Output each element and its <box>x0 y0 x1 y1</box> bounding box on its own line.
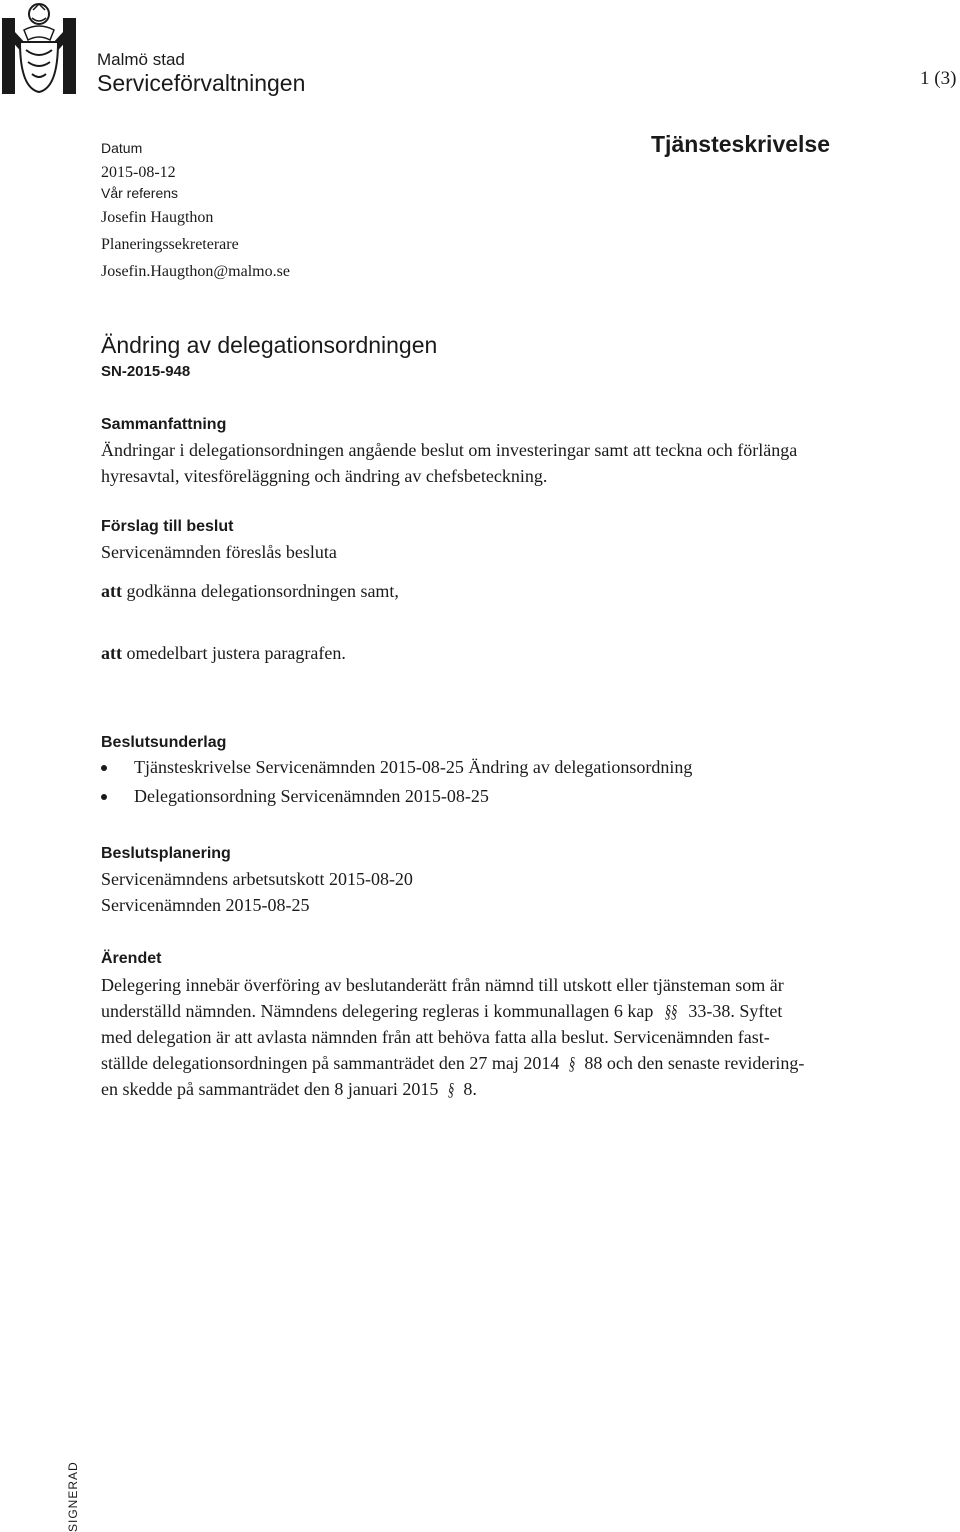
reference-email: Josefin.Haugthon@malmo.se <box>101 263 290 280</box>
proposal-heading: Förslag till beslut <box>101 518 234 535</box>
basis-heading: Beslutsunderlag <box>101 734 227 751</box>
planning-text <box>101 866 951 918</box>
matter-line-5-start: en skedde på sammanträdet den 8 januari 2015 <box>101 1079 439 1099</box>
bullet-icon <box>101 794 107 800</box>
proposal-item-2 <box>101 640 951 666</box>
matter-line-3: med delegation är att avlasta nämnden från att behöva fatta alla beslut. Servicenämnden fast- <box>101 1027 770 1047</box>
paragraph-symbol: §§ <box>664 1001 678 1021</box>
matter-line-4 <box>101 1050 951 1076</box>
proposal-item-1-text: godkänna delegationsordningen samt, <box>126 581 399 601</box>
att-keyword: att <box>101 581 122 601</box>
paragraph-symbol: § <box>568 1053 576 1073</box>
reference-name: Josefin Haugthon <box>101 209 214 226</box>
matter-line-2 <box>101 998 951 1024</box>
malmo-coat-of-arms-logo <box>2 0 76 96</box>
matter-heading: Ärendet <box>101 950 162 967</box>
proposal-item-1 <box>101 578 951 604</box>
matter-line-2-end: 33-38. Syftet <box>688 1001 783 1021</box>
summary-line-1: Ändringar i delegationsordningen angående beslut om investeringar samt att teckna och förlänga <box>101 440 798 460</box>
bullet-icon <box>101 765 107 771</box>
reference-label: Vår referens <box>101 185 179 201</box>
summary-line-2: hyresavtal, vitesföreläggning och ändring av chefsbeteckning. <box>101 466 548 486</box>
basis-item-text: Tjänsteskrivelse Servicenämnden 2015-08-25 Ändring av delegationsordning <box>134 757 693 777</box>
proposal-intro: Servicenämnden föreslås besluta <box>101 542 337 562</box>
document-title: Ändring av delegationsordningen <box>101 332 438 358</box>
matter-line-5-end: 8. <box>463 1079 477 1099</box>
page-number: 1 (3) <box>920 68 957 89</box>
city-name: Malmö stad <box>97 50 185 69</box>
signed-stamp: SIGNERAD <box>66 1461 80 1532</box>
planning-heading: Beslutsplanering <box>101 845 231 862</box>
date-value: 2015-08-12 <box>101 164 176 181</box>
summary-heading: Sammanfattning <box>101 416 227 433</box>
matter-line-4-end: 88 och den senaste revidering- <box>584 1053 805 1073</box>
matter-text <box>101 972 951 1102</box>
matter-line-2-start: underställd nämnden. Nämndens delegering regleras i kommunallagen 6 kap <box>101 1001 654 1021</box>
reference-role: Planeringssekreterare <box>101 236 239 253</box>
department-name: Serviceförvaltningen <box>97 70 306 96</box>
matter-line-4-start: ställde delegationsordningen på sammanträdet den 27 maj 2014 <box>101 1053 560 1073</box>
matter-line-1: Delegering innebär överföring av beslutanderätt från nämnd till utskott eller tjänsteman som är <box>101 975 784 995</box>
case-number: SN-2015-948 <box>101 363 191 380</box>
matter-line-5 <box>101 1076 951 1102</box>
paragraph-symbol: § <box>447 1079 455 1099</box>
att-keyword: att <box>101 643 122 663</box>
summary-text <box>101 437 951 489</box>
proposal-item-2-text: omedelbart justera paragrafen. <box>126 643 346 663</box>
basis-item-text: Delegationsordning Servicenämnden 2015-08-25 <box>134 786 489 806</box>
planning-line-1: Servicenämndens arbetsutskott 2015-08-20 <box>101 869 413 889</box>
planning-line-2: Servicenämnden 2015-08-25 <box>101 895 310 915</box>
document-type: Tjänsteskrivelse <box>651 131 831 157</box>
date-label: Datum <box>101 140 143 156</box>
